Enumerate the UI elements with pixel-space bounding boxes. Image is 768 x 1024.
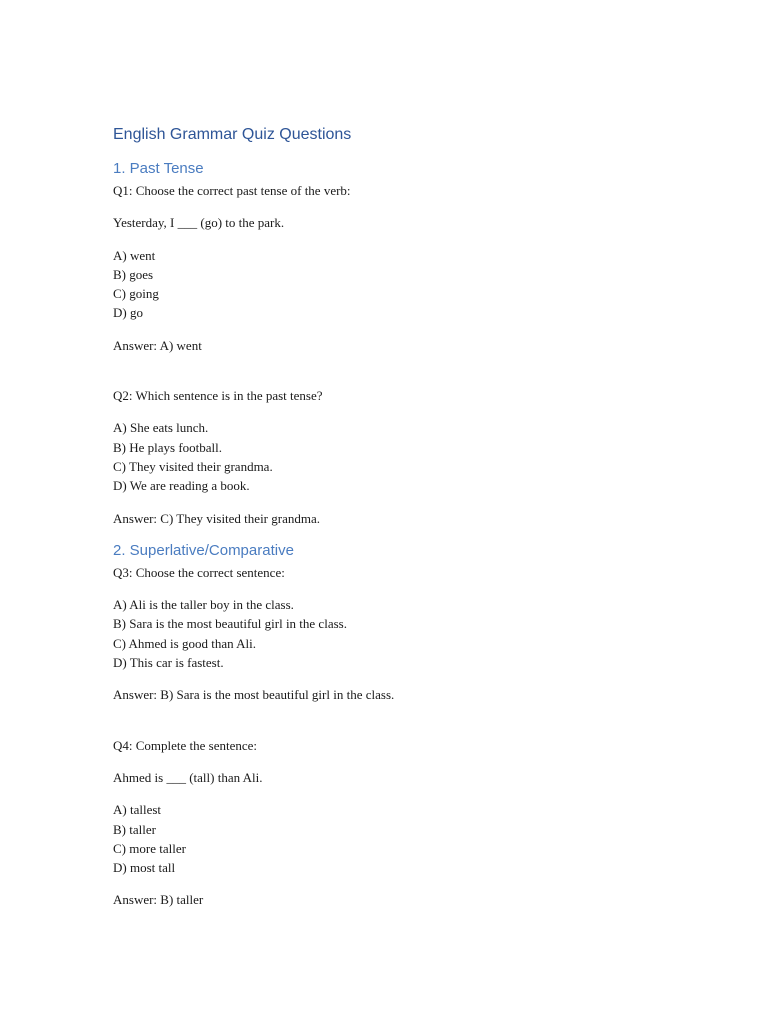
option-b: B) He plays football.	[113, 439, 223, 455]
option-d: D) We are reading a book.	[113, 478, 250, 494]
document-title: English Grammar Quiz Questions	[113, 126, 352, 143]
option-d: D) This car is fastest.	[113, 655, 224, 671]
section-superlative-comparative	[113, 541, 713, 910]
document-page	[113, 124, 713, 910]
option-list	[113, 418, 713, 495]
question-sentence: Yesterday, I ___ (go) to the park.	[113, 215, 285, 231]
question-q3	[113, 563, 713, 705]
question-prompt: Q1: Choose the correct past tense of the verb:	[113, 183, 351, 198]
answer-text: Answer: B) Sara is the most beautiful girl in the class.	[113, 687, 395, 703]
answer-text: Answer: C) They visited their grandma.	[113, 510, 320, 526]
option-list	[113, 800, 713, 877]
section-past-tense	[113, 159, 713, 528]
option-list	[113, 595, 713, 672]
question-prompt: Q3: Choose the correct sentence:	[113, 564, 285, 580]
question-q2	[113, 386, 713, 528]
option-a: A) went	[113, 247, 156, 263]
section-heading: 2. Superlative/Comparative	[113, 541, 294, 559]
option-b: B) taller	[113, 821, 156, 837]
answer-text: Answer: B) taller	[113, 892, 204, 908]
option-list	[113, 246, 713, 323]
option-a: A) She eats lunch.	[113, 420, 209, 436]
option-a: A) tallest	[113, 802, 162, 818]
option-c: C) more taller	[113, 840, 186, 856]
option-c: C) They visited their grandma.	[113, 458, 273, 474]
option-b: B) Sara is the most beautiful girl in the class.	[113, 616, 347, 632]
option-d: D) go	[113, 305, 143, 321]
option-b: B) goes	[113, 266, 154, 282]
question-q4	[113, 736, 713, 910]
option-c: C) going	[113, 286, 159, 302]
question-prompt: Q4: Complete the sentence:	[113, 737, 258, 753]
option-d: D) most tall	[113, 860, 176, 876]
question-sentence: Ahmed is ___ (tall) than Ali.	[113, 769, 263, 785]
question-prompt: Q2: Which sentence is in the past tense?	[113, 388, 323, 404]
answer-text: Answer: A) went	[113, 337, 202, 353]
question-q1	[113, 181, 713, 355]
option-c: C) Ahmed is good than Ali.	[113, 635, 256, 651]
section-heading: 1. Past Tense	[113, 160, 204, 177]
option-a: A) Ali is the taller boy in the class.	[113, 597, 294, 613]
